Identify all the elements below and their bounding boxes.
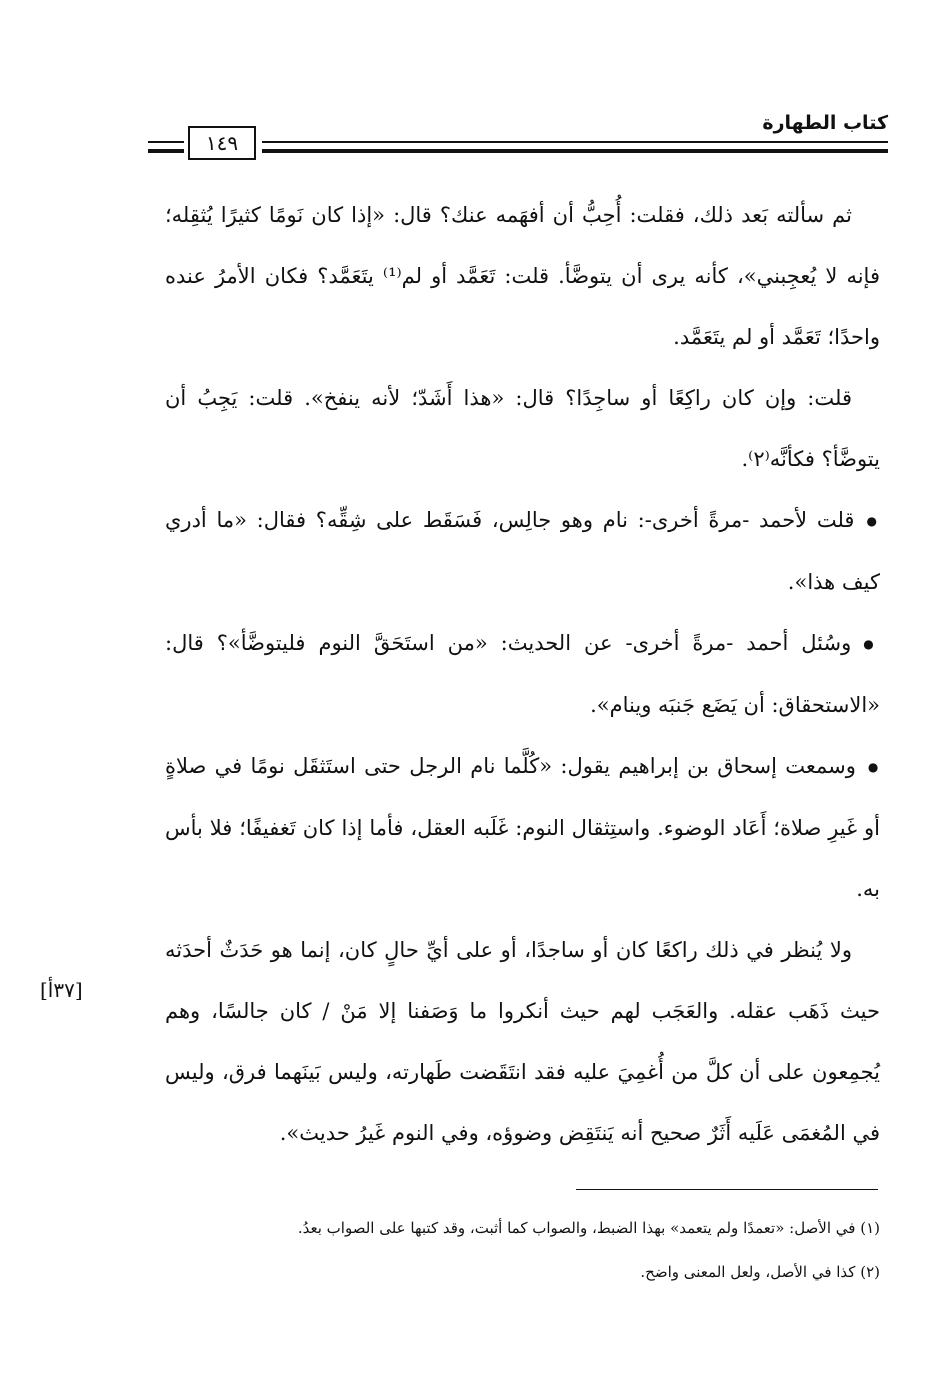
footnote-separator: [576, 1189, 878, 1190]
footnotes: [165, 1206, 880, 1294]
running-title: كتاب الطهارة: [762, 112, 888, 134]
paragraph: ولا يُنظر في ذلك راكعًا كان أو ساجدًا، أو على أيِّ حالٍ كان، إنما هو حَدَثٌ أحدَثه حيث ذَهَب عقله. والعَجَب لهم حيث أنكروا ما وَصَفنا إلا مَنْ / كان جالسًا، وهم يُجمِعون على أن كلَّ من أُغمِيَ عليه فقد انتَقَضت طَهارته، وليس بَينَهما فرق، وليس في المُغمَى عَلَيه أَثَرٌ صحيح أنه يَنتَقِض وضوؤه، وفي النوم غَيرُ حديث».: [165, 938, 880, 1145]
paragraph: قلت: وإن كان راكِعًا أو ساجِدًا؟ قال: «هذا أَشَدّ؛ لأنه ينفخ». قلت: يَجِبُ أن يتوضَّأ؟ فكأنَّه⁽٢⁾.: [165, 386, 880, 471]
main-text: [165, 185, 880, 1164]
footnote: (١) في الأصل: «تعمدًا ولم يتعمد» بهذا الضبط، والصواب كما أثبت، وقد كتبها على الصواب بعدُ.: [297, 1219, 880, 1237]
bullet-icon: [854, 508, 880, 532]
bullet-paragraph: ● وسُئل أحمد -مرةً أخرى- عن الحديث: «من استَحَقَّ النوم فليتوضَّأ»؟ قال: «الاستحقاق: أن يَضَع جَنبَه وينام».: [165, 613, 880, 736]
bullet-icon: [851, 631, 880, 655]
manuscript-folio-reference: [٣٧أ]: [40, 978, 83, 1002]
paragraph: ثم سألته بَعد ذلك، فقلت: أُحِبُّ أن أفهَمه عنك؟ قال: «إذا كان نَومًا كثيرًا يُثقِله؛ فإنه لا يُعجِبني»، كأنه يرى أن يتوضَّأ. قلت: تَعَمَّد أو لم⁽¹⁾ يتَعَمَّد؟ فكان الأمرُ عنده واحدًا؛ تَعَمَّد أو لم يتَعَمَّد.: [165, 203, 880, 349]
bullet-paragraph: ● وسمعت إسحاق بن إبراهيم يقول: «كُلَّما نام الرجل حتى استَثقَل نومًا في صلاةٍ أو غَيرِ صلاة؛ أَعَاد الوضوء. واستِثقال النوم: غَلَبه العقل، فأما إذا كان تَغفيفًا؛ فلا بأس به.: [165, 736, 880, 920]
page-number: ١٤٩: [188, 126, 256, 160]
bullet-paragraph: ● قلت لأحمد -مرةً أخرى-: نام وهو جالِس، فَسَقَط على شِقِّه؟ فقال: «ما أدري كيف هذا».: [165, 490, 880, 613]
header-double-rule: [262, 141, 888, 153]
bullet-icon: [856, 754, 880, 778]
footnote: (٢) كذا في الأصل، ولعل المعنى واضح.: [640, 1263, 880, 1281]
header-short-rule: [148, 141, 184, 153]
